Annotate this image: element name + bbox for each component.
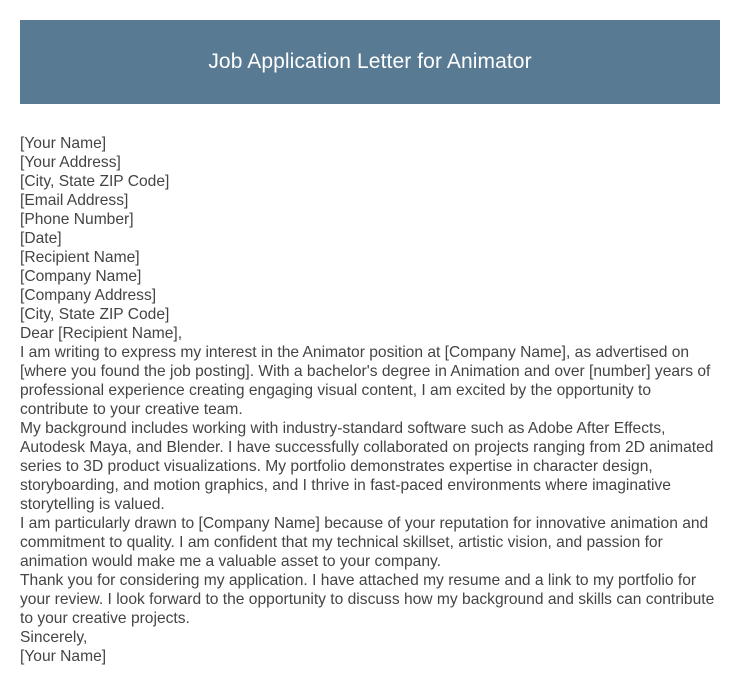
company-address: [Company Address] (20, 287, 157, 304)
company-name: [Company Name] (20, 268, 142, 285)
sender-address: [Your Address] (20, 154, 121, 171)
paragraph-motivation: I am particularly drawn to [Company Name] because of your reputation for innovative animation and commitment to quality. I am confident that my technical skillset, artistic vision, and passion for animation would make me a valuable asset to your company. (20, 515, 709, 570)
letter-date: [Date] (20, 230, 62, 247)
salutation: Dear [Recipient Name], (20, 325, 183, 342)
paragraph-closing: Thank you for considering my application. I have attached my resume and a link to my portfolio for your review. I look forward to the opportunity to discuss how my background and skills can contribute to your creative projects. (20, 572, 715, 627)
closing: Sincerely, (20, 629, 88, 646)
sender-email: [Email Address] (20, 192, 129, 209)
title-banner (20, 20, 720, 104)
company-city: [City, State ZIP Code] (20, 306, 170, 323)
recipient-name: [Recipient Name] (20, 249, 140, 266)
signature: [Your Name] (20, 648, 107, 665)
sender-name: [Your Name] (20, 135, 107, 152)
paragraph-background: My background includes working with industry-standard software such as Adobe After Effects, Autodesk Maya, and Blender. I have successfully collaborated on projects ranging from 2D animated series to 3D product visualizations. My portfolio demonstrates expertise in character design, storyboarding, and motion graphics, and I thrive in fast-paced environments where imaginative storytelling is valued. (20, 420, 714, 513)
sender-phone: [Phone Number] (20, 211, 134, 228)
page-title: Job Application Letter for Animator (208, 50, 532, 73)
sender-city: [City, State ZIP Code] (20, 173, 170, 190)
paragraph-intro: I am writing to express my interest in the Animator position at [Company Name], as advertised on [where you found the job posting]. With a bachelor's degree in Animation and over [number] years of professional experience creating engaging visual content, I am excited by the opportunity to contribute to your creative team. (20, 344, 711, 418)
letter-body (20, 134, 722, 666)
